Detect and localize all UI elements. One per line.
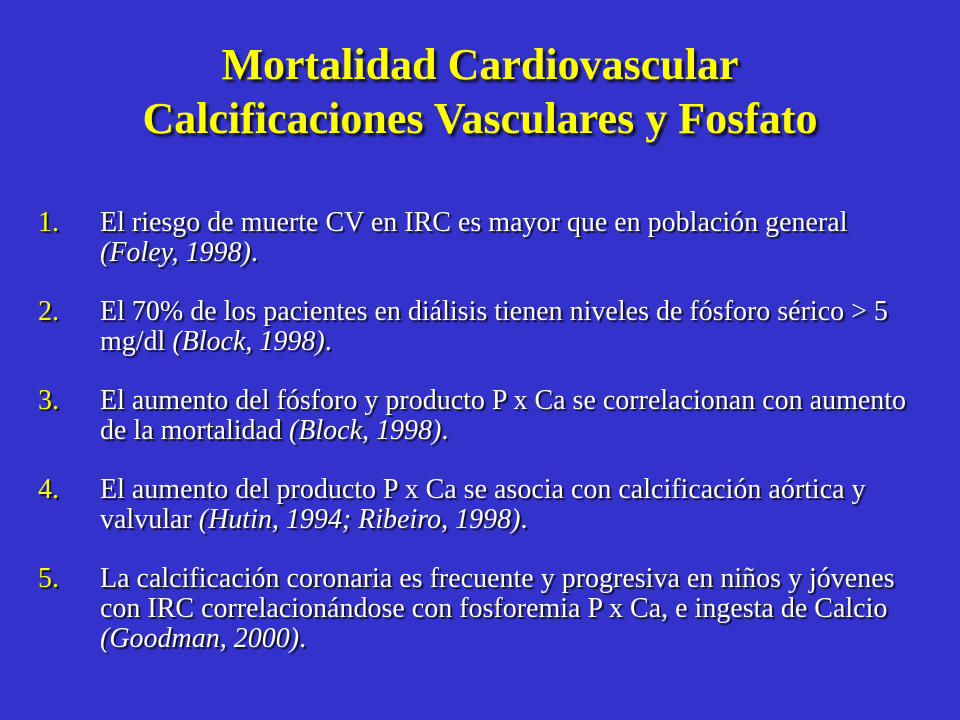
item-end: . [250, 237, 258, 268]
item-number: 3. [38, 385, 59, 416]
item-text: El aumento del fósforo y producto P x Ca se correlacionan con aumento de la mortalidad [100, 385, 907, 446]
list-item [38, 297, 918, 357]
list-item [38, 208, 918, 268]
numbered-list [38, 208, 918, 654]
title-line-1: Mortalidad Cardiovascular [221, 40, 739, 89]
item-text: El 70% de los pacientes en diálisis tienen niveles de fósforo sérico > 5 mg/dl [100, 296, 888, 357]
item-citation: (Block, 1998) [288, 415, 442, 446]
item-text: El riesgo de muerte CV en IRC es mayor que en población general [100, 207, 848, 238]
list-item [38, 386, 918, 446]
list-item [38, 564, 918, 654]
item-citation: (Block, 1998) [172, 326, 325, 357]
slide-title [40, 38, 920, 146]
item-number: 1. [38, 207, 59, 238]
title-line-2: Calcificaciones Vasculares y Fosfato [142, 94, 818, 143]
item-end: . [441, 415, 449, 446]
item-end: . [520, 504, 528, 535]
item-end: . [299, 623, 307, 654]
item-number: 2. [38, 296, 59, 327]
item-number: 4. [38, 474, 59, 505]
item-citation: (Goodman, 2000) [100, 623, 300, 654]
item-citation: (Hutin, 1994; Ribeiro, 1998) [198, 504, 521, 535]
list-item [38, 475, 918, 535]
item-text: El aumento del producto P x Ca se asocia con calcificación aórtica y valvular [100, 474, 866, 535]
item-end: . [324, 326, 332, 357]
item-citation: (Foley, 1998) [100, 237, 251, 268]
item-number: 5. [38, 563, 59, 594]
item-text: La calcificación coronaria es frecuente y progresiva en niños y jóvenes con IRC correlacionándose con fosforemia P x Ca, e ingesta de Calcio [100, 563, 895, 624]
